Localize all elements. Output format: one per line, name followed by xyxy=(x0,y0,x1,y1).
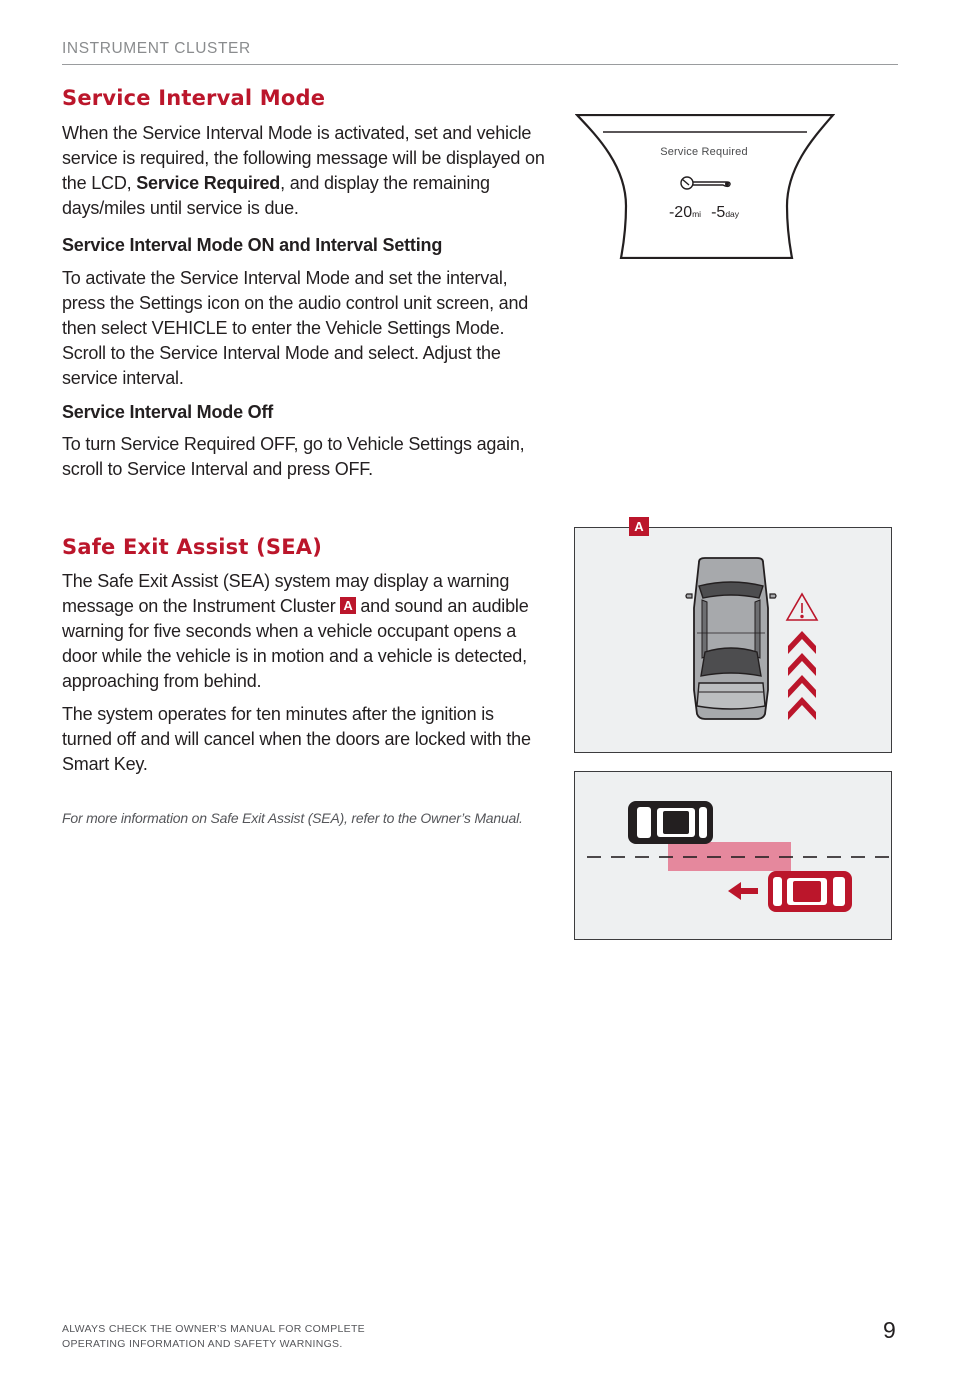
approaching-car-icon xyxy=(768,871,852,912)
header-divider xyxy=(62,64,898,65)
lcd-service-required-text: Service Required xyxy=(660,146,748,158)
footer-line-1: ALWAYS CHECK THE OWNER’S MANUAL FOR COMPLETE xyxy=(62,1323,365,1335)
interval-on-text: To activate the Service Interval Mode and set the interval, press the Settings icon on the audio control unit screen, and then select VEHICLE to enter the Vehicle Settings Mode. Scroll to the Service Interval Mode and select. Adjust the service interval. xyxy=(62,268,529,388)
safe-exit-description xyxy=(62,569,547,694)
car-top-view-icon xyxy=(686,558,776,719)
lcd-days-value: -5 xyxy=(711,204,726,221)
lcd-days-unit: day xyxy=(725,209,740,219)
lcd-miles-value: -20 xyxy=(668,204,693,221)
intro-text-end: , and display the remaining days/miles until service is due. xyxy=(62,173,490,218)
footer-safety-note xyxy=(62,1322,365,1352)
car-warning-illustration xyxy=(575,528,891,752)
interval-off-text: To turn Service Required OFF, go to Vehicle Settings again, scroll to Service Interval and press OFF. xyxy=(62,434,525,479)
lcd-miles-unit: mi xyxy=(692,209,702,219)
section-header-title: INSTRUMENT CLUSTER xyxy=(62,40,251,57)
service-interval-intro xyxy=(62,121,547,221)
lcd-remaining-values xyxy=(575,204,833,222)
intro-bold-message: Service Required xyxy=(136,173,281,193)
figure-b-panel xyxy=(574,771,892,940)
sea-text-end: and sound an audible warning for five seconds when a vehicle occupant opens a door while the vehicle is in motion and a vehicle is detected, approaching from behind. xyxy=(62,596,529,691)
intro-text-start: When the Service Interval Mode is activated, set and vehicle service is required, the following message will be displayed on the LCD, xyxy=(62,123,545,193)
page-number: 9 xyxy=(883,1317,896,1343)
chevron-up-icon xyxy=(788,631,816,720)
parked-car-icon xyxy=(628,801,713,844)
safe-exit-operation-text: The system operates for ten minutes after the ignition is turned off and will cancel when the doors are locked with the Smart Key. xyxy=(62,704,531,774)
service-interval-heading: Service Interval Mode xyxy=(62,86,326,110)
road-scene-illustration xyxy=(575,772,891,939)
interval-off-subheading: Service Interval Mode Off xyxy=(62,402,274,422)
lcd-display-illustration xyxy=(575,114,835,259)
interval-on-subheading: Service Interval Mode ON and Interval Setting xyxy=(62,235,443,255)
safe-exit-assist-heading: Safe Exit Assist (SEA) xyxy=(62,535,323,559)
arrow-left-icon xyxy=(728,882,758,900)
footer-line-2: OPERATING INFORMATION AND SAFETY WARNINGS. xyxy=(62,1338,343,1350)
sea-text-start: The Safe Exit Assist (SEA) system may display a warning message on the Instrument Cluster xyxy=(62,571,510,616)
owners-manual-note: For more information on Safe Exit Assist (SEA), refer to the Owner’s Manual. xyxy=(62,810,523,826)
callout-a-badge: A xyxy=(340,597,355,614)
figure-a-panel xyxy=(574,527,892,753)
warning-triangle-icon xyxy=(787,594,817,620)
figure-a-label: A xyxy=(629,517,649,536)
